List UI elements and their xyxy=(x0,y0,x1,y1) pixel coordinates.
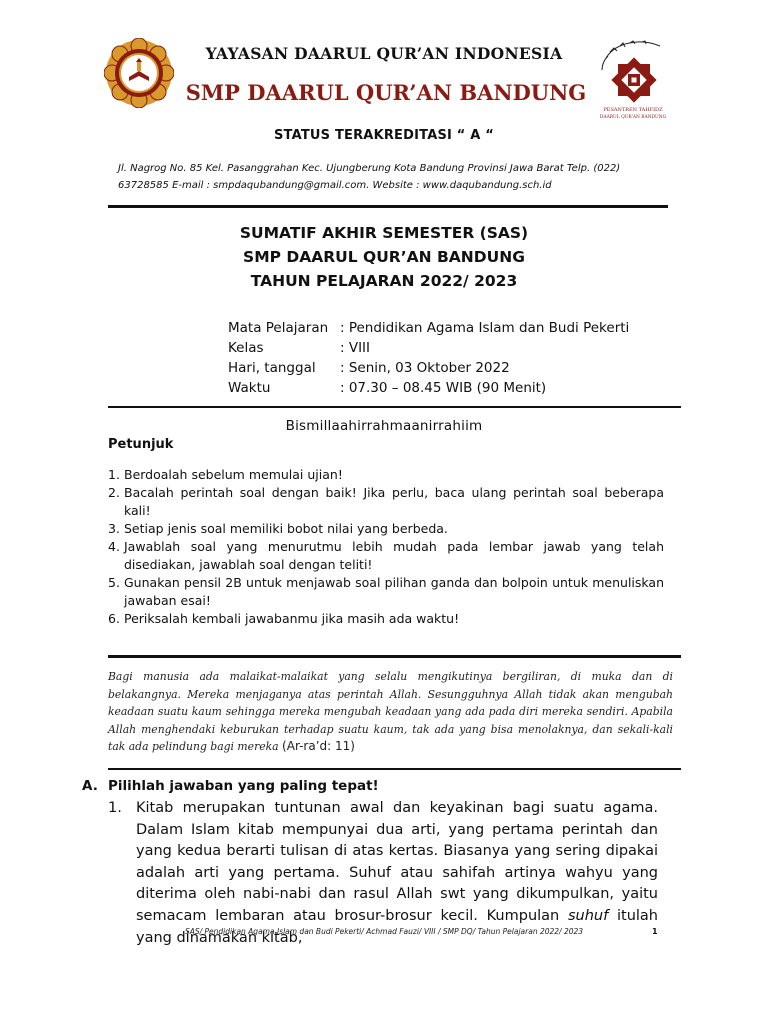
address-line-2: 63728585 E-mail : smpdaqubandung@gmail.com. Website : www.daqubandung.sch.id xyxy=(118,180,552,191)
exam-title-2: SMP DAARUL QUR’AN BANDUNG xyxy=(243,248,525,266)
info-label: Kelas xyxy=(228,340,264,356)
info-label: Hari, tanggal xyxy=(228,360,316,376)
accreditation-status: STATUS TERAKREDITASI “ A “ xyxy=(273,128,495,143)
quote-top-divider xyxy=(108,655,681,658)
info-value: : 07.30 – 08.45 WIB (90 Menit) xyxy=(340,380,547,396)
foundation-name: YAYASAN DAARUL QUR’AN INDONESIA xyxy=(205,44,563,63)
school-name: SMP DAARUL QUR’AN BANDUNG xyxy=(185,80,587,105)
info-row-class xyxy=(228,338,629,358)
info-value: : VIII xyxy=(340,340,371,356)
info-row-date xyxy=(228,358,629,378)
quote-reference: (Ar-ra’d: 11) xyxy=(282,739,355,753)
letterhead-divider xyxy=(108,205,668,208)
list-item xyxy=(108,574,664,610)
item-number: 5. xyxy=(108,575,120,590)
list-item xyxy=(108,484,664,520)
item-number: 2. xyxy=(108,485,120,500)
quote-text: Bagi manusia ada malaikat-malaikat yang selalu mengikutinya bergiliran, di muka dan di belakangnya. Mereka menjaganya atas perintah Allah. Sesungguhnya Allah tidak akan mengubah keadaan suatu kaum sehingga mereka mengubah keadaan yang ada pada diri mereka sendiri. Apabila Allah menghendaki keburukan terhadap suatu kaum, tak ada yang bisa menolaknya, dan sekali-kali tak ada pelindung bagi mereka xyxy=(108,670,673,753)
info-label: Waktu xyxy=(228,380,271,396)
instructions-list xyxy=(108,466,664,628)
list-item xyxy=(108,610,664,628)
address-line-1: Jl. Nagrog No. 85 Kel. Pasanggrahan Kec. Ujungberung Kota Bandung Provinsi Jawa Barat Telp. (022) xyxy=(118,163,621,174)
info-row-time xyxy=(228,378,629,398)
info-value: : Senin, 03 Oktober 2022 xyxy=(340,360,510,376)
section-title: Pilihlah jawaban yang paling tepat! xyxy=(108,778,379,794)
logo-caption-2: DAARUL QUR'AN BANDUNG xyxy=(599,115,667,120)
list-item xyxy=(108,538,664,574)
list-item xyxy=(108,466,664,484)
item-number: 4. xyxy=(108,539,120,554)
info-divider xyxy=(108,406,681,408)
info-row-subject xyxy=(228,318,629,338)
exam-title-1: SUMATIF AKHIR SEMESTER (SAS) xyxy=(239,224,529,242)
info-label: Mata Pelajaran xyxy=(228,320,329,336)
page-footer: SAS/ Pendidikan Agama Islam dan Budi Pekerti/ Achmad Fauzi/ VIII / SMP DQ/ Tahun Pelajaran 2022/ 2023 xyxy=(184,927,584,936)
item-number: 3. xyxy=(108,521,120,536)
quran-quote xyxy=(108,668,673,756)
question-number: 1. xyxy=(108,800,122,816)
item-text: Periksalah kembali jawabanmu jika masih ada waktu! xyxy=(124,611,460,626)
item-text: Berdoalah sebelum memulai ujian! xyxy=(124,467,343,482)
item-text: Gunakan pensil 2B untuk menjawab soal pilihan ganda dan bolpoin untuk menuliskan jawaban esai! xyxy=(124,575,664,608)
info-value: : Pendidikan Agama Islam dan Budi Pekerti xyxy=(340,320,630,336)
question-text-part: Kitab merupakan tuntunan awal dan keyakinan bagi suatu agama. Dalam Islam kitab mempunyai dua arti, yang pertama perintah dan yang kedua berarti tulisan di atas kertas. Biasanya yang sering dipakai adalah arti yang pertama. Suhuf atau sahifah artinya wahyu yang diterima oleh nabi-nabi dan rasul Allah swt yang dikumpulkan, yaitu semacam lembaran atau brosur-brosur kecil. Kumpulan xyxy=(136,800,658,924)
bismillah: Bismillaahirrahmaanirrahiim xyxy=(285,418,483,434)
exam-title-3: TAHUN PELAJARAN 2022/ 2023 xyxy=(250,272,518,290)
page-number: 1 xyxy=(652,927,658,936)
item-text: Jawablah soal yang menurutmu lebih mudah pada lembar jawab yang telah disediakan, jawablah soal dengan teliti! xyxy=(124,539,664,572)
question-text-part: itulah yang dinamakan kitab, xyxy=(136,907,658,946)
item-number: 1. xyxy=(108,467,120,482)
instructions-heading: Petunjuk xyxy=(108,437,174,452)
logo-caption-1: PESANTREN TAHFIDZ xyxy=(603,107,663,113)
section-letter: A. xyxy=(82,778,98,794)
item-text: Bacalah perintah soal dengan baik! Jika perlu, baca ulang perintah soal beberapa kali! xyxy=(124,485,664,518)
question-text-italic: suhuf xyxy=(568,907,609,924)
exam-info-table xyxy=(228,318,629,398)
list-item xyxy=(108,520,664,538)
school-address xyxy=(118,160,658,194)
item-number: 6. xyxy=(108,611,120,626)
item-text: Setiap jenis soal memiliki bobot nilai yang berbeda. xyxy=(124,521,448,536)
quote-bottom-divider xyxy=(108,768,681,770)
section-a-heading xyxy=(82,778,379,794)
